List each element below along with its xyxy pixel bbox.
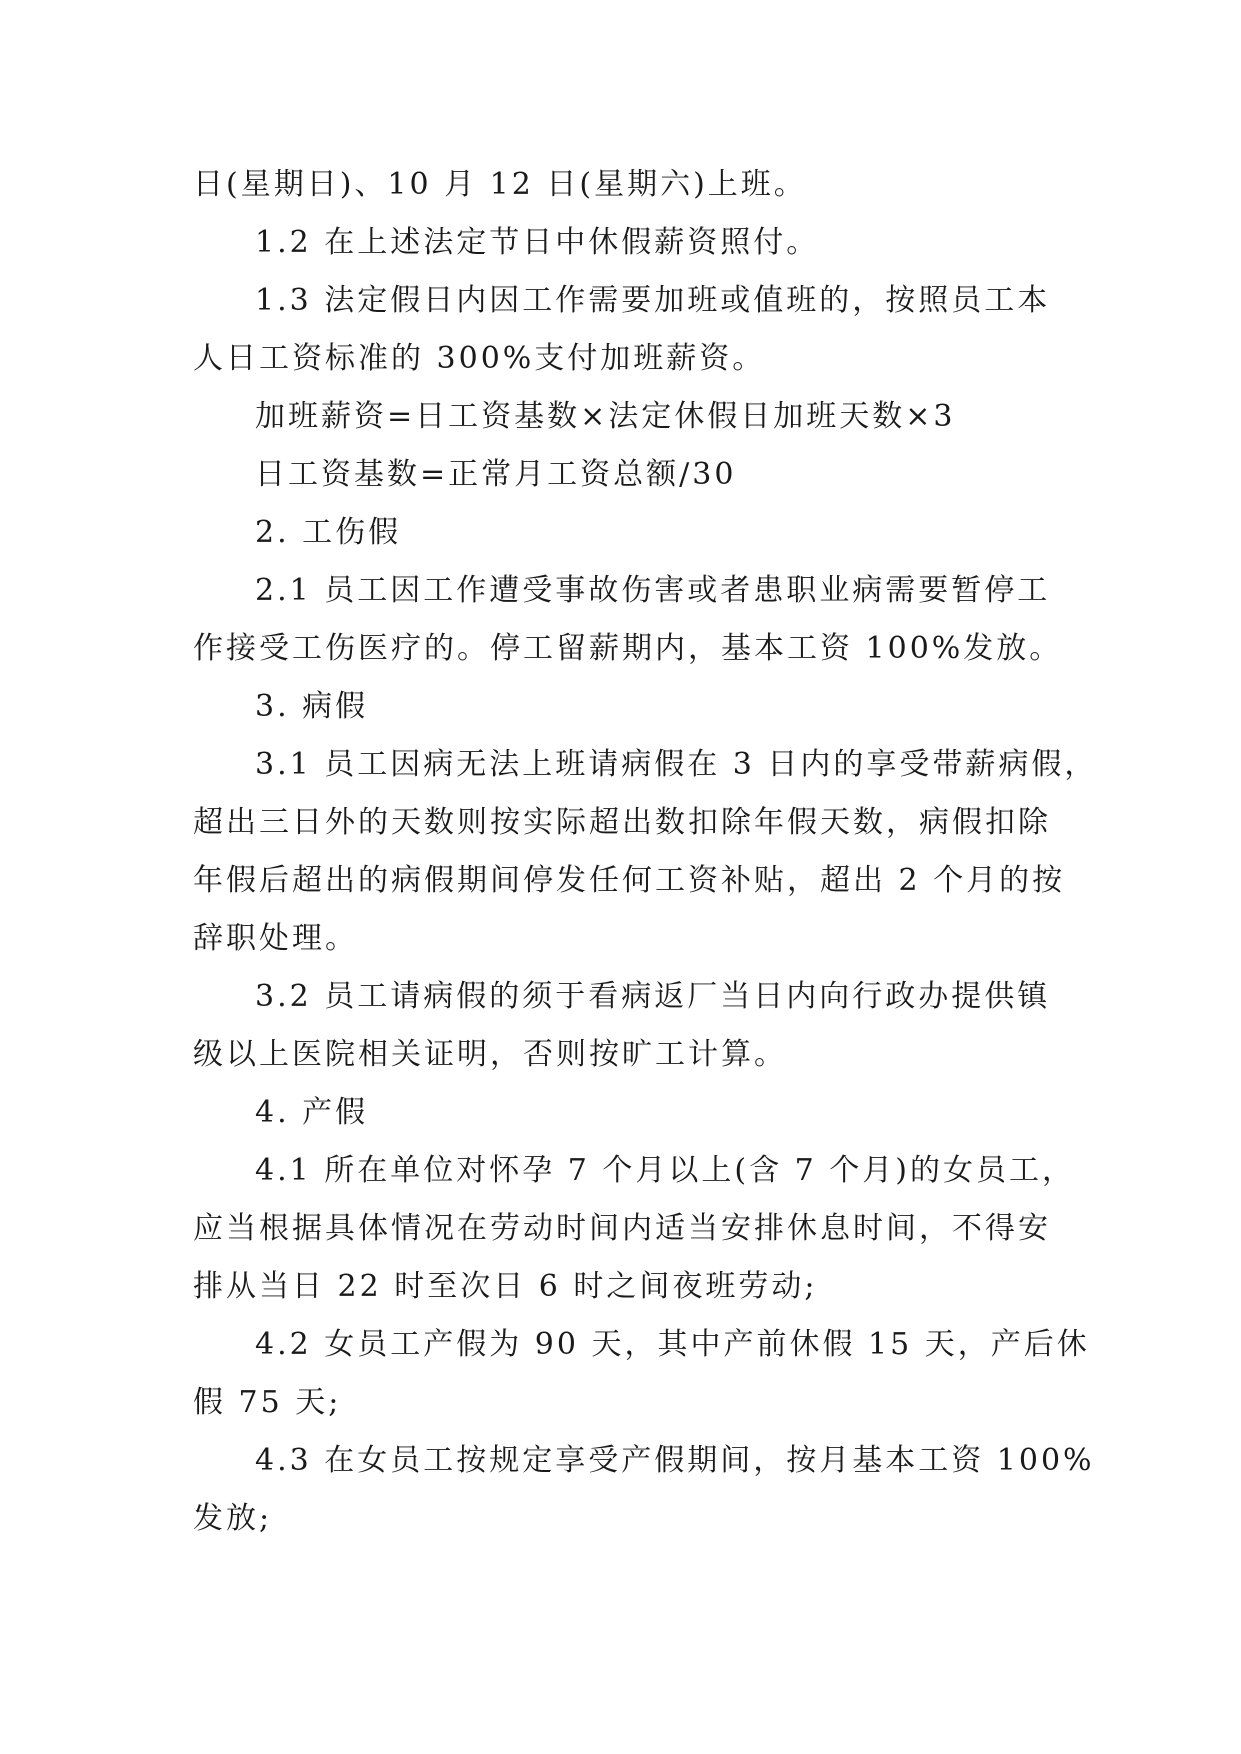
section-heading: 2. 工伤假 bbox=[255, 515, 402, 550]
text-line: 排从当日 22 时至次日 6 时之间夜班劳动; bbox=[193, 1269, 818, 1304]
document-body bbox=[193, 156, 1098, 1548]
text-line: 3.1 员工因病无法上班请病假在 3 日内的享受带薪病假， bbox=[255, 747, 1098, 782]
text-line: 1.3 法定假日内因工作需要加班或值班的，按照员工本 bbox=[255, 283, 1051, 318]
text-line: 辞职处理。 bbox=[193, 921, 358, 956]
text-line: 发放; bbox=[193, 1501, 273, 1536]
text-line: 超出三日外的天数则按实际超出数扣除年假天数，病假扣除 bbox=[193, 805, 1051, 840]
text-line: 4.1 所在单位对怀孕 7 个月以上(含 7 个月)的女员工， bbox=[255, 1153, 1075, 1188]
formula-line: 日工资基数=正常月工资总额/30 bbox=[255, 457, 737, 492]
text-line: 年假后超出的病假期间停发任何工资补贴，超出 2 个月的按 bbox=[193, 863, 1066, 898]
text-line: 日(星期日)、10 月 12 日(星期六)上班。 bbox=[193, 167, 807, 202]
text-line: 1.2 在上述法定节日中休假薪资照付。 bbox=[255, 225, 820, 260]
text-line: 假 75 天; bbox=[193, 1385, 342, 1420]
text-line: 人日工资标准的 300%支付加班薪资。 bbox=[193, 341, 766, 376]
text-line: 4.3 在女员工按规定享受产假期间，按月基本工资 100% bbox=[255, 1443, 1095, 1478]
text-line: 3.2 员工请病假的须于看病返厂当日内向行政办提供镇 bbox=[255, 979, 1051, 1014]
text-line: 4.2 女员工产假为 90 天，其中产前休假 15 天，产后休 bbox=[255, 1327, 1090, 1362]
text-line: 级以上医院相关证明，否则按旷工计算。 bbox=[193, 1037, 787, 1072]
text-line: 作接受工伤医疗的。停工留薪期内，基本工资 100%发放。 bbox=[193, 631, 1063, 666]
section-heading: 4. 产假 bbox=[255, 1095, 369, 1130]
formula-line: 加班薪资=日工资基数×法定休假日加班天数×3 bbox=[255, 399, 956, 434]
text-line: 应当根据具体情况在劳动时间内适当安排休息时间，不得安 bbox=[193, 1211, 1051, 1246]
text-line: 2.1 员工因工作遭受事故伤害或者患职业病需要暂停工 bbox=[255, 573, 1051, 608]
section-heading: 3. 病假 bbox=[255, 689, 369, 724]
